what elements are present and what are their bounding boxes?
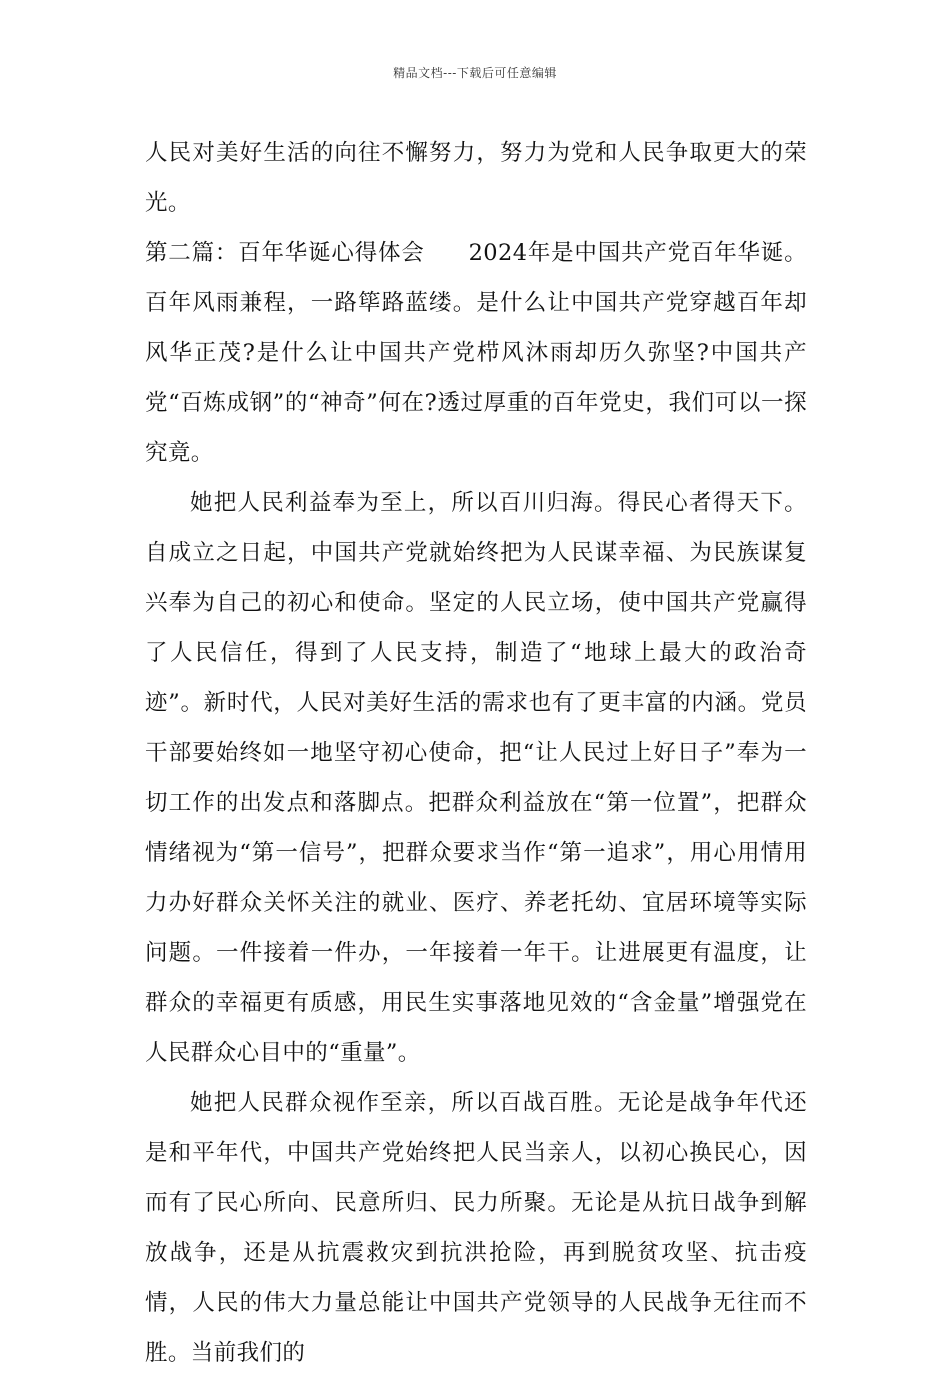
paragraph-people-as-family: 她把人民群众视作至亲，所以百战百胜。无论是战争年代还是和平年代，中国共产党始终把人民当亲人，以初心换民心，因而有了民心所向、民意所归、民力所聚。无论是从抗日战争到解放战争，还是从抗震救灾到抗洪抢险，再到脱贫攻坚、抗击疫情，人民的伟大力量总能让中国共产党领导的人民战争无往而不胜。当前我们的 [145, 1090, 807, 1366]
document-body [145, 128, 807, 1378]
section-title: 第二篇：百年华诞心得体会 [145, 240, 425, 266]
paragraph-people-interest: 她把人民利益奉为至上，所以百川归海。得民心者得天下。自成立之日起，中国共产党就始终把为人民谋幸福、为民族谋复兴奉为自己的初心和使命。坚定的人民立场，使中国共产党赢得了人民信任，得到了人民支持，制造了“地球上最大的政治奇迹”。新时代，人民对美好生活的需求也有了更丰富的内涵。党员干部要始终如一地坚守初心使命，把“让人民过上好日子”奉为一切工作的出发点和落脚点。把群众利益放在“第一位置”，把群众情绪视为“第一信号”，把群众要求当作“第一追求”，用心用情用力办好群众关怀关注的就业、医疗、养老托幼、宜居环境等实际问题。一件接着一件办，一年接着一年干。让进展更有温度，让群众的幸福更有质感，用民生实事落地见效的“含金量”增强党在人民群众心目中的“重量”。 [145, 490, 807, 1066]
section-intro-text: 2024年是中国共产党百年华诞。百年风雨兼程，一路筚路蓝缕。是什么让中国共产党穿越百年却风华正茂?是什么让中国共产党栉风沐雨却历久弥坚?中国共产党“百炼成钢”的“神奇”何在?透过厚重的百年党史，我们可以一探究竟。 [145, 240, 807, 466]
section-paragraph [145, 228, 807, 478]
paragraph-continuation: 人民对美好生活的向往不懈努力，努力为党和人民争取更大的荣光。 [145, 140, 807, 216]
page-header: 精品文档---下载后可任意编辑 [393, 66, 557, 80]
